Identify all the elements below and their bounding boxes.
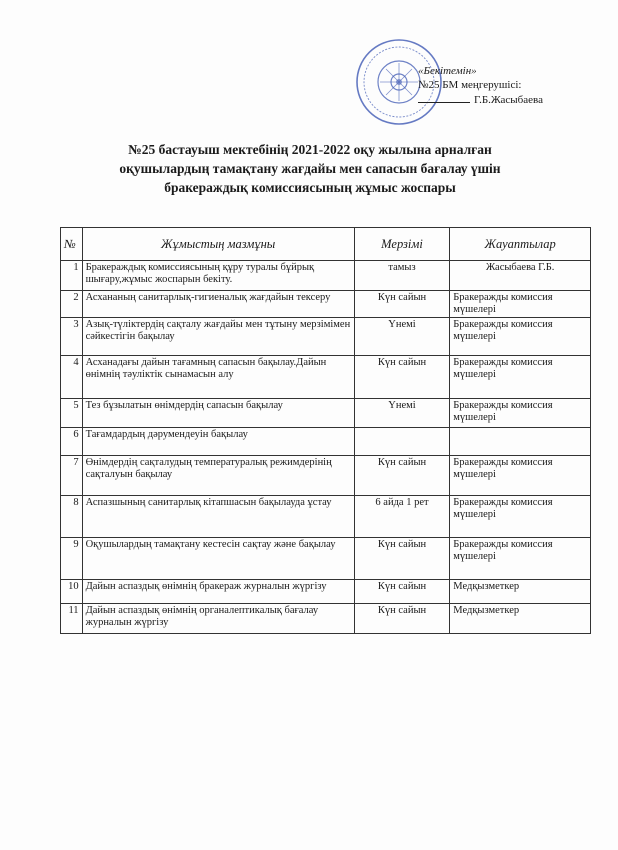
row-responsible: Жасыбаева Г.Б.	[450, 261, 591, 291]
row-period	[354, 428, 450, 456]
table-row	[61, 456, 591, 496]
document-title	[100, 140, 520, 197]
table-row	[61, 428, 591, 456]
row-responsible: Бракеражды комиссия мүшелері	[450, 538, 591, 580]
header-num: №	[61, 228, 83, 261]
row-period: Үнемі	[354, 399, 450, 428]
table-row	[61, 399, 591, 428]
row-content: Тағамдардың дәрумендеуін бақылау	[82, 428, 354, 456]
row-content: Азық-түліктердің сақталу жағдайы мен тұтыну мерзімімен сәйкестігін бақылау	[82, 318, 354, 356]
row-number: 10	[61, 580, 83, 604]
title-line-1: №25 бастауыш мектебінің 2021-2022 оқу жылына арналған	[128, 142, 492, 157]
row-number: 1	[61, 261, 83, 291]
row-responsible: Бракеражды комиссия мүшелері	[450, 291, 591, 318]
row-number: 8	[61, 496, 83, 538]
header-content: Жұмыстың мазмұны	[82, 228, 354, 261]
row-content: Асхананың санитарлық-гигиеналық жағдайын тексеру	[82, 291, 354, 318]
row-period: Күн сайын	[354, 291, 450, 318]
header-period: Мерзімі	[354, 228, 450, 261]
row-content: Оқушылардың тамақтану кестесін сақтау және бақылау	[82, 538, 354, 580]
row-responsible: Бракеражды комиссия мүшелері	[450, 456, 591, 496]
row-content: Тез бұзылатын өнімдердің сапасын бақылау	[82, 399, 354, 428]
title-line-2: оқушылардың тамақтану жағдайы мен сапасын бағалау үшін	[119, 161, 501, 176]
work-plan-table	[60, 227, 591, 634]
table-row	[61, 318, 591, 356]
row-responsible: Бракеражды комиссия мүшелері	[450, 356, 591, 399]
row-responsible: Бракеражды комиссия мүшелері	[450, 318, 591, 356]
row-period: Күн сайын	[354, 456, 450, 496]
row-period: Күн сайын	[354, 580, 450, 604]
table-row	[61, 496, 591, 538]
table-row	[61, 291, 591, 318]
row-content: Аспазшының санитарлық кітапшасын бақылауда ұстау	[82, 496, 354, 538]
table-row	[61, 538, 591, 580]
title-line-3: бракераждық комиссиясының жұмыс жоспары	[164, 180, 456, 195]
table-row	[61, 580, 591, 604]
row-number: 7	[61, 456, 83, 496]
row-responsible: Бракеражды комиссия мүшелері	[450, 399, 591, 428]
row-content: Дайын аспаздық өнімнің бракераж журналын жүргізу	[82, 580, 354, 604]
row-number: 11	[61, 604, 83, 634]
row-number: 3	[61, 318, 83, 356]
row-content: Өнімдердің сақталудың температуралық режимдерінің сақталуын бақылау	[82, 456, 354, 496]
row-number: 4	[61, 356, 83, 399]
row-responsible	[450, 428, 591, 456]
row-responsible: Медқызметкер	[450, 580, 591, 604]
row-period: Күн сайын	[354, 538, 450, 580]
row-content: Бракераждық комиссиясының құру туралы бұйрық шығару,жұмыс жоспарын бекіту.	[82, 261, 354, 291]
row-responsible: Бракеражды комиссия мүшелері	[450, 496, 591, 538]
approval-signatory: Г.Б.Жасыбаева	[474, 94, 543, 106]
row-period: тамыз	[354, 261, 450, 291]
table-row	[61, 261, 591, 291]
approval-block	[418, 64, 543, 107]
row-number: 9	[61, 538, 83, 580]
signature-line	[418, 92, 470, 103]
table-header-row	[61, 228, 591, 261]
row-period: Үнемі	[354, 318, 450, 356]
approval-position: №25 БМ меңгерушісі:	[418, 79, 522, 91]
table-row	[61, 604, 591, 634]
row-number: 2	[61, 291, 83, 318]
header-responsible: Жауаптылар	[450, 228, 591, 261]
row-responsible: Медқызметкер	[450, 604, 591, 634]
table-row	[61, 356, 591, 399]
approval-signature	[418, 92, 543, 107]
row-number: 5	[61, 399, 83, 428]
approval-title: «Бекітемін»	[418, 65, 477, 77]
table-body	[61, 261, 591, 634]
row-content: Дайын аспаздық өнімнің органалептикалық бағалау журналын жүргізу	[82, 604, 354, 634]
row-period: 6 айда 1 рет	[354, 496, 450, 538]
row-period: Күн сайын	[354, 604, 450, 634]
row-number: 6	[61, 428, 83, 456]
row-period: Күн сайын	[354, 356, 450, 399]
row-content: Асханадағы дайын тағамның сапасын бақылау.Дайын өнімнің тәуліктік сынамасын алу	[82, 356, 354, 399]
